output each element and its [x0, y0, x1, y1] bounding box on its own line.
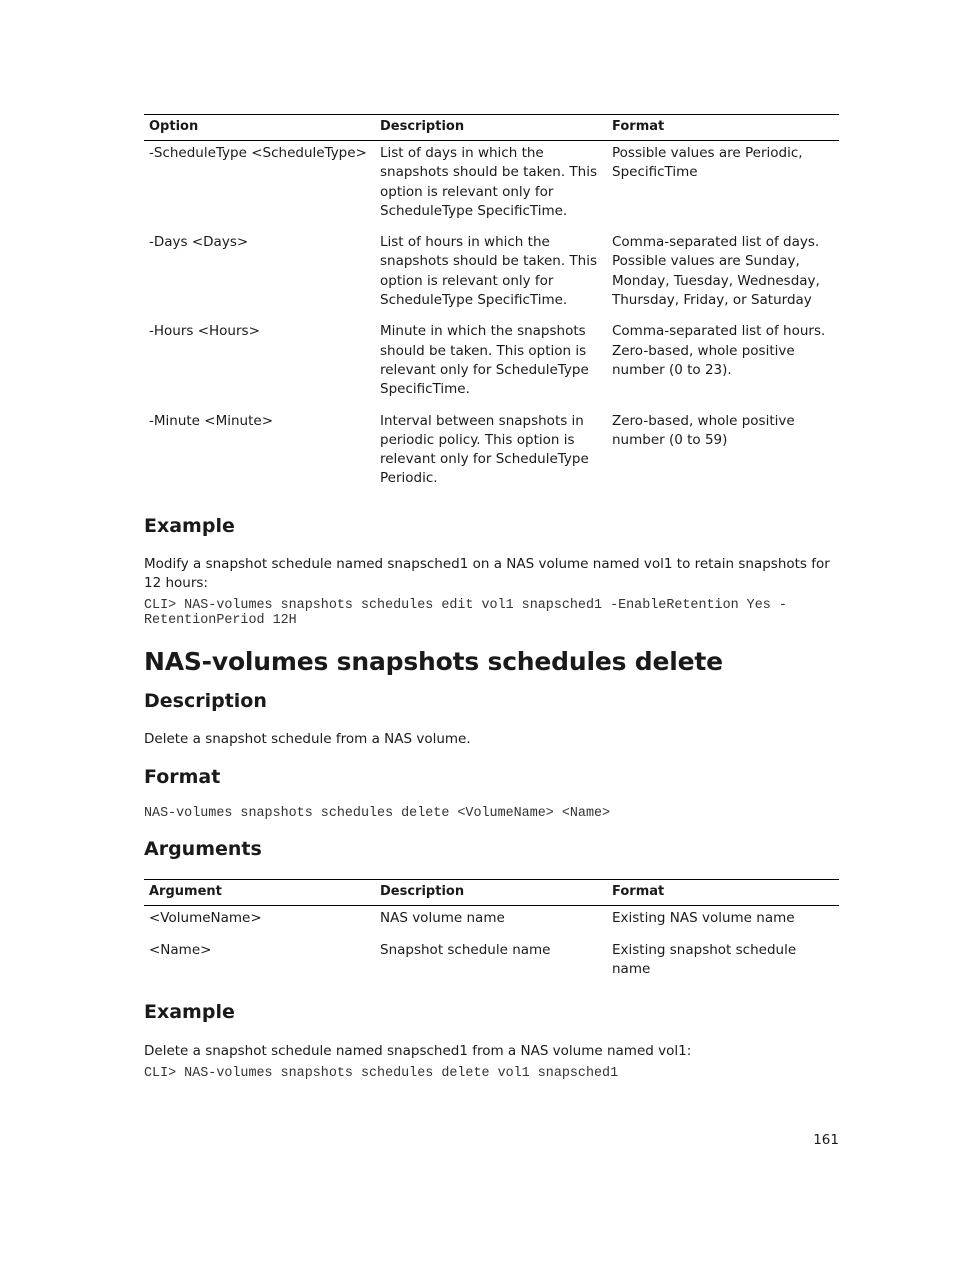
options-table	[144, 114, 839, 498]
table-row	[144, 938, 839, 989]
cell-option: -Hours <Hours>	[149, 323, 260, 340]
cell-format: Possible values are Periodic, SpecificTime	[612, 145, 803, 181]
arguments-table-header	[144, 880, 839, 906]
cell-format: Comma-separated list of hours. Zero-based, whole positive number (0 to 23).	[612, 323, 826, 378]
table-row	[144, 409, 839, 498]
cell-format: Zero-based, whole positive number (0 to 59)	[612, 412, 795, 448]
cell-argument: <Name>	[149, 941, 212, 958]
cell-description: Interval between snapshots in periodic policy. This option is relevant only for ScheduleType Periodic.	[380, 412, 589, 487]
example-text: Modify a snapshot schedule named snapsched1 on a NAS volume named vol1 to retain snapshots for 12 hours:	[144, 555, 830, 592]
header-description: Description	[375, 115, 607, 141]
options-table-header	[144, 115, 839, 141]
page-number: 161	[813, 1132, 839, 1148]
cell-description: Snapshot schedule name	[380, 941, 551, 958]
description-heading: Description	[144, 689, 267, 712]
cell-option: -ScheduleType <ScheduleType>	[149, 145, 367, 161]
table-row	[144, 319, 839, 408]
cell-description: List of days in which the snapshots should be taken. This option is relevant only for ScheduleType SpecificTime.	[380, 145, 598, 219]
header-format: Format	[607, 880, 839, 906]
page-content	[144, 114, 839, 1081]
cell-option: -Days <Days>	[149, 234, 249, 251]
arguments-table	[144, 879, 839, 988]
cell-format: Existing snapshot schedule name	[612, 941, 797, 977]
description-text: Delete a snapshot schedule from a NAS volume.	[144, 730, 471, 747]
header-format: Format	[607, 115, 839, 141]
format-heading: Format	[144, 766, 221, 789]
table-row	[144, 230, 839, 319]
cell-format: Comma-separated list of days. Possible values are Sunday, Monday, Tuesday, Wednesday, Thursday, Friday, or Saturday	[612, 234, 820, 309]
table-row	[144, 906, 839, 938]
header-option: Option	[144, 115, 375, 141]
cell-argument: <VolumeName>	[149, 910, 262, 927]
example2-code: CLI> NAS-volumes snapshots schedules delete vol1 snapsched1	[144, 1065, 619, 1081]
section-title: NAS-volumes snapshots schedules delete	[144, 646, 723, 676]
table-row	[144, 141, 839, 231]
cell-option: -Minute <Minute>	[149, 412, 274, 429]
example-heading: Example	[144, 514, 235, 537]
header-description: Description	[375, 880, 607, 906]
cell-description: Minute in which the snapshots should be taken. This option is relevant only for ScheduleType SpecificTime.	[380, 323, 589, 398]
example2-heading: Example	[144, 1001, 235, 1024]
example2-text: Delete a snapshot schedule named snapsched1 from a NAS volume named vol1:	[144, 1043, 692, 1060]
cell-format: Existing NAS volume name	[612, 910, 795, 927]
format-code: NAS-volumes snapshots schedules delete <VolumeName> <Name>	[144, 806, 611, 822]
example-code: CLI> NAS-volumes snapshots schedules edit vol1 snapsched1 -EnableRetention Yes - RetentionPeriod 12H	[144, 597, 787, 628]
cell-description: List of hours in which the snapshots should be taken. This option is relevant only for ScheduleType SpecificTime.	[380, 234, 598, 309]
cell-description: NAS volume name	[380, 910, 505, 927]
arguments-heading: Arguments	[144, 838, 262, 861]
header-argument: Argument	[144, 880, 375, 906]
